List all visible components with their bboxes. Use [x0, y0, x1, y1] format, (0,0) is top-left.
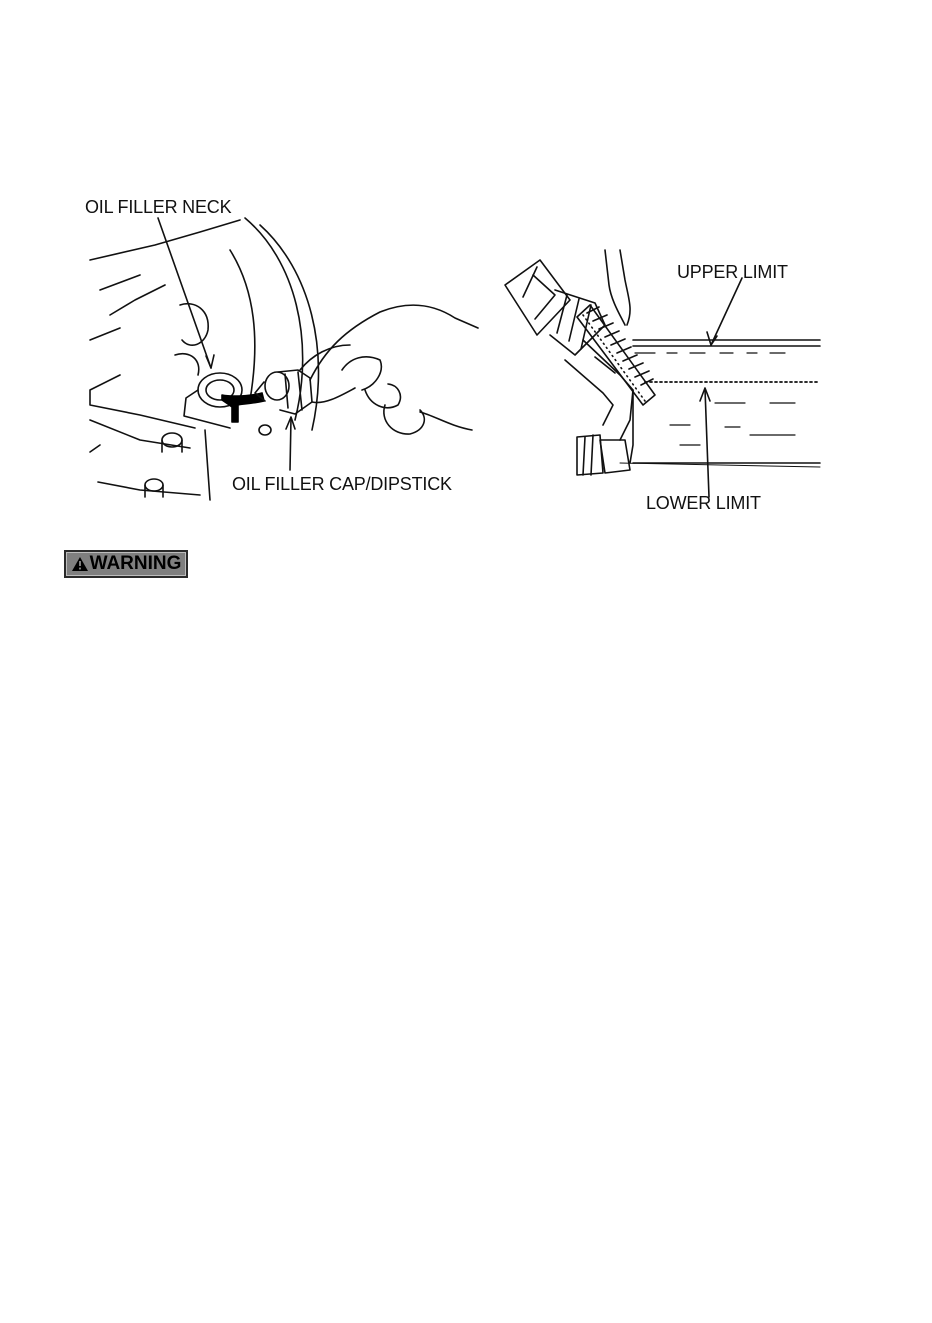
oil-filler-cap-label: OIL FILLER CAP/DIPSTICK: [232, 474, 452, 494]
oil-level-drawing: [495, 245, 830, 520]
warning-label: WARNING: [89, 553, 182, 574]
oil-filler-illustration: [80, 190, 480, 510]
upper-limit-label: UPPER LIMIT: [677, 262, 788, 282]
lower-limit-label: LOWER LIMIT: [646, 493, 761, 513]
engine-filler-drawing: [80, 190, 480, 510]
warning-badge: [64, 550, 188, 578]
oil-filler-neck-label: OIL FILLER NECK: [85, 197, 232, 217]
alert-triangle-icon: [71, 556, 89, 572]
oil-level-illustration: [495, 245, 830, 520]
